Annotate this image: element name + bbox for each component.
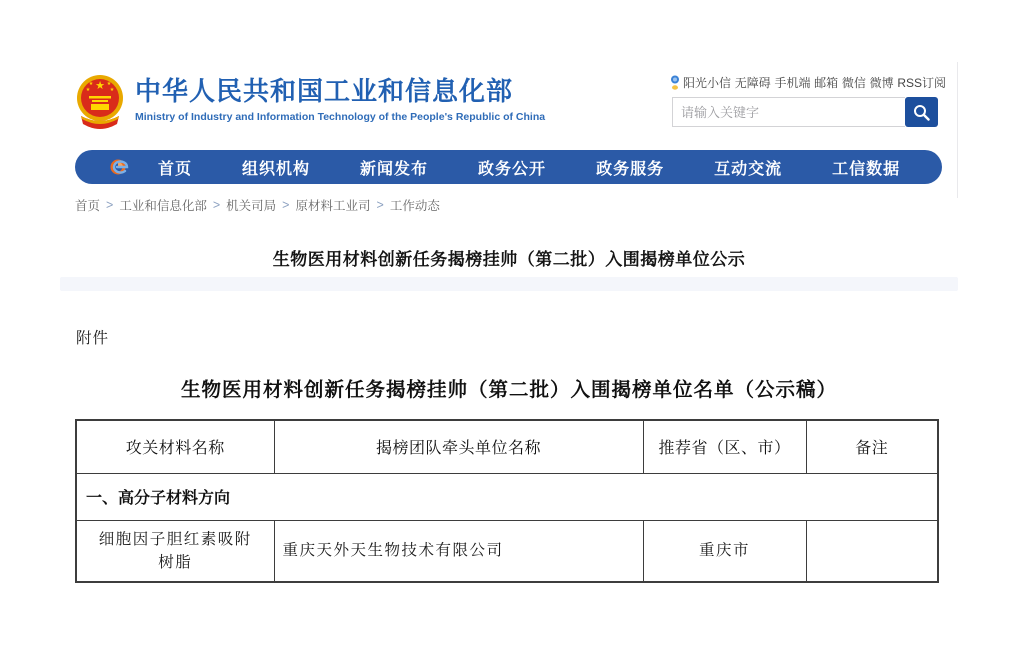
breadcrumb-separator: > [212, 198, 221, 212]
breadcrumb [75, 196, 440, 214]
utility-link-wechat[interactable] [842, 74, 866, 91]
svg-text:★: ★ [85, 87, 91, 93]
table-header-row [76, 420, 938, 473]
attachment-label: 附件 [76, 330, 110, 347]
right-divider [957, 62, 958, 198]
utility-link-label: RSS订阅 [897, 76, 946, 90]
search-icon [913, 104, 930, 121]
nav-item-gov-disclosure[interactable]: 政务公开 [478, 160, 547, 178]
shortlist-table [75, 419, 939, 583]
miit-e-logo-icon[interactable] [108, 155, 132, 179]
main-nav [75, 150, 942, 184]
cell-note [806, 520, 938, 582]
utility-link-label: 微博 [869, 76, 894, 90]
search-bar [672, 97, 938, 127]
breadcrumb-item-raw-materials[interactable]: 原材料工业司 [295, 199, 371, 213]
svg-text:★: ★ [88, 81, 94, 87]
header-organization: 揭榜团队牵头单位名称 [274, 420, 643, 473]
header-note: 备注 [806, 420, 938, 473]
article-title: 生物医用材料创新任务揭榜挂帅（第二批）入围揭榜单位公示 [272, 250, 746, 269]
table-row [76, 520, 938, 582]
cell-organization: 重庆天外天生物技术有限公司 [274, 520, 643, 582]
table-section-row [76, 473, 938, 520]
national-emblem-icon [72, 72, 128, 132]
utility-link-label: 阳光小信 [683, 76, 732, 90]
search-button[interactable] [905, 97, 938, 127]
nav-items [158, 156, 900, 179]
breadcrumb-item-departments[interactable]: 机关司局 [226, 199, 277, 213]
svg-text:★: ★ [106, 81, 112, 87]
breadcrumb-separator: > [106, 198, 114, 212]
header-province: 推荐省（区、市） [643, 420, 806, 473]
site-title: 中华人民共和国工业和信息化部 [135, 76, 514, 106]
mascot-icon [670, 75, 680, 90]
site-subtitle: Ministry of Industry and Information Technology of the People's Republic of China [135, 110, 546, 123]
utility-link-accessibility[interactable] [735, 74, 771, 91]
breadcrumb-item-work-updates[interactable]: 工作动态 [389, 199, 440, 213]
cell-material: 细胞因子胆红素吸附树脂 [76, 520, 274, 582]
site-titles [135, 72, 545, 123]
breadcrumb-item-miit[interactable]: 工业和信息化部 [119, 199, 207, 213]
utility-link-rss[interactable] [897, 74, 946, 91]
nav-item-news[interactable]: 新闻发布 [360, 160, 429, 178]
nav-item-gov-services[interactable]: 政务服务 [596, 160, 665, 178]
utility-links [670, 74, 946, 91]
cell-province: 重庆市 [643, 520, 806, 582]
utility-link-mobile[interactable] [774, 74, 810, 91]
article-meta-band [60, 277, 958, 291]
breadcrumb-item-home[interactable]: 首页 [75, 199, 101, 213]
utility-link-label: 无障碍 [734, 76, 771, 90]
table-title: 生物医用材料创新任务揭榜挂帅（第二批）入围揭榜单位名单（公示稿） [180, 379, 837, 401]
breadcrumb-separator: > [376, 198, 384, 212]
nav-item-miit-data[interactable]: 工信数据 [832, 160, 901, 178]
section-title: 一、高分子材料方向 [76, 473, 938, 520]
svg-text:★: ★ [109, 87, 115, 93]
search-input[interactable] [672, 97, 905, 127]
utility-link-label: 微信 [841, 76, 866, 90]
utility-link-label: 手机端 [774, 76, 811, 90]
site-logo[interactable] [72, 72, 545, 132]
utility-link-weibo[interactable] [870, 74, 894, 91]
breadcrumb-separator: > [282, 198, 290, 212]
utility-link-label: 邮箱 [814, 76, 839, 90]
nav-item-organization[interactable]: 组织机构 [242, 160, 311, 178]
header-material: 攻关材料名称 [76, 420, 274, 473]
utility-link-sunshine[interactable] [670, 74, 731, 91]
nav-item-home[interactable]: 首页 [158, 160, 193, 178]
nav-item-interaction[interactable]: 互动交流 [714, 160, 783, 178]
utility-link-mail[interactable] [814, 74, 838, 91]
svg-text:★: ★ [95, 80, 105, 92]
